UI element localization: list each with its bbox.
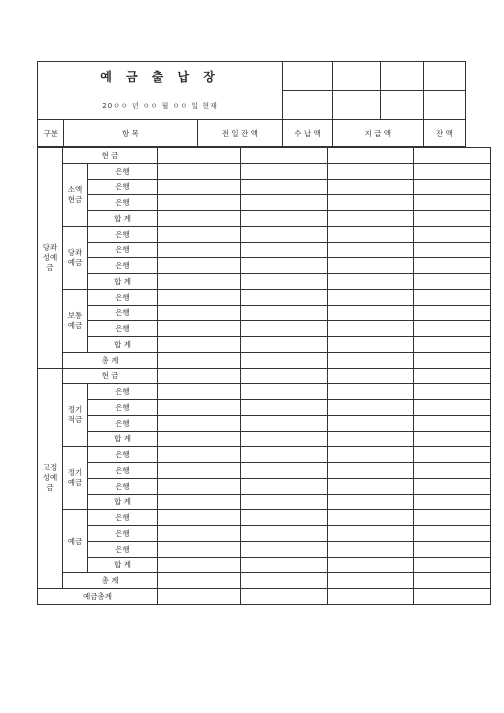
subtotal-label: 합 계 bbox=[88, 274, 158, 290]
amount-prev-balance[interactable] bbox=[158, 368, 241, 384]
table-row bbox=[38, 352, 491, 368]
table-row bbox=[38, 589, 491, 605]
amount-payments[interactable] bbox=[328, 274, 414, 290]
amount-prev-balance[interactable] bbox=[158, 463, 241, 479]
amount-payments[interactable] bbox=[328, 447, 414, 463]
bank-label: 은행 bbox=[88, 179, 158, 195]
deposit-ledger-sheet bbox=[37, 61, 466, 605]
amount-balance[interactable] bbox=[414, 258, 491, 274]
amount-receipts[interactable] bbox=[241, 305, 328, 321]
table-row bbox=[38, 274, 491, 290]
deposit-ledger-table bbox=[37, 61, 466, 147]
amount-receipts[interactable] bbox=[241, 400, 328, 416]
amount-payments[interactable] bbox=[328, 384, 414, 400]
amount-balance[interactable] bbox=[414, 447, 491, 463]
bank-label: 은행 bbox=[88, 242, 158, 258]
bank-label: 은행 bbox=[88, 447, 158, 463]
amount-balance[interactable] bbox=[414, 226, 491, 242]
table-row bbox=[38, 258, 491, 274]
amount-payments[interactable] bbox=[328, 148, 414, 164]
amount-prev-balance[interactable] bbox=[158, 431, 241, 447]
amount-balance[interactable] bbox=[414, 463, 491, 479]
amount-payments[interactable] bbox=[328, 305, 414, 321]
amount-payments[interactable] bbox=[328, 179, 414, 195]
subtotal-label: 합 계 bbox=[88, 337, 158, 353]
amount-receipts[interactable] bbox=[241, 258, 328, 274]
amount-payments[interactable] bbox=[328, 321, 414, 337]
bank-label: 은행 bbox=[88, 226, 158, 242]
bank-label: 은행 bbox=[88, 195, 158, 211]
amount-prev-balance[interactable] bbox=[158, 573, 241, 589]
bank-label: 은행 bbox=[88, 258, 158, 274]
bank-label: 은행 bbox=[88, 415, 158, 431]
col-payments: 지 급 액 bbox=[332, 120, 423, 147]
amount-receipts[interactable] bbox=[241, 447, 328, 463]
table-row bbox=[38, 494, 491, 510]
table-row bbox=[38, 242, 491, 258]
col-category: 구분 bbox=[38, 120, 64, 147]
amount-balance[interactable] bbox=[414, 573, 491, 589]
table-row bbox=[38, 289, 491, 305]
bank-label: 은행 bbox=[88, 384, 158, 400]
bank-label: 은행 bbox=[88, 400, 158, 416]
amount-payments[interactable] bbox=[328, 242, 414, 258]
amount-receipts[interactable] bbox=[241, 226, 328, 242]
col-item: 항 목 bbox=[64, 120, 197, 147]
bank-label: 은행 bbox=[88, 289, 158, 305]
approval-box-4 bbox=[423, 62, 465, 91]
approval-sign-2 bbox=[332, 91, 381, 120]
amount-receipts[interactable] bbox=[241, 211, 328, 227]
table-row bbox=[38, 384, 491, 400]
col-receipts: 수 납 액 bbox=[283, 120, 333, 147]
bank-label: 은행 bbox=[88, 163, 158, 179]
col-prev-balance: 전 일 잔 액 bbox=[197, 120, 283, 147]
amount-payments[interactable] bbox=[328, 400, 414, 416]
section-label: 당좌 성예 금 bbox=[38, 148, 63, 369]
bank-label: 은행 bbox=[88, 526, 158, 542]
amount-payments[interactable] bbox=[328, 352, 414, 368]
cash-label: 현 금 bbox=[63, 148, 158, 164]
table-row bbox=[38, 368, 491, 384]
subtotal-label: 합 계 bbox=[88, 494, 158, 510]
sub-group-label: 당좌 예금 bbox=[63, 226, 88, 289]
amount-payments[interactable] bbox=[328, 589, 414, 605]
table-row bbox=[38, 478, 491, 494]
approval-box-1 bbox=[283, 62, 333, 91]
amount-prev-balance[interactable] bbox=[158, 211, 241, 227]
section-label: 고정 성예 금 bbox=[38, 368, 63, 589]
amount-balance[interactable] bbox=[414, 431, 491, 447]
bank-label: 은행 bbox=[88, 305, 158, 321]
amount-receipts[interactable] bbox=[241, 384, 328, 400]
amount-receipts[interactable] bbox=[241, 589, 328, 605]
amount-payments[interactable] bbox=[328, 163, 414, 179]
ledger-date: 20ㅇㅇ 년 ㅇㅇ 월 ㅇㅇ 일 현재 bbox=[102, 102, 218, 110]
amount-receipts[interactable] bbox=[241, 352, 328, 368]
amount-prev-balance[interactable] bbox=[158, 226, 241, 242]
bank-label: 은행 bbox=[88, 510, 158, 526]
amount-prev-balance[interactable] bbox=[158, 242, 241, 258]
amount-receipts[interactable] bbox=[241, 163, 328, 179]
amount-balance[interactable] bbox=[414, 400, 491, 416]
table-row bbox=[38, 321, 491, 337]
amount-prev-balance[interactable] bbox=[158, 415, 241, 431]
table-row bbox=[38, 226, 491, 242]
approval-sign-1 bbox=[283, 91, 333, 120]
table-row bbox=[38, 526, 491, 542]
amount-balance[interactable] bbox=[414, 179, 491, 195]
sub-group-label: 정기 적금 bbox=[63, 384, 88, 447]
amount-payments[interactable] bbox=[328, 211, 414, 227]
table-row bbox=[38, 557, 491, 573]
amount-payments[interactable] bbox=[328, 289, 414, 305]
amount-balance[interactable] bbox=[414, 541, 491, 557]
sub-group-label: 정기 예금 bbox=[63, 447, 88, 510]
amount-payments[interactable] bbox=[328, 463, 414, 479]
amount-prev-balance[interactable] bbox=[158, 589, 241, 605]
amount-prev-balance[interactable] bbox=[158, 352, 241, 368]
amount-receipts[interactable] bbox=[241, 541, 328, 557]
amount-balance[interactable] bbox=[414, 526, 491, 542]
amount-prev-balance[interactable] bbox=[158, 305, 241, 321]
amount-balance[interactable] bbox=[414, 211, 491, 227]
amount-balance[interactable] bbox=[414, 289, 491, 305]
amount-balance[interactable] bbox=[414, 242, 491, 258]
title-block bbox=[38, 62, 283, 120]
table-row bbox=[38, 337, 491, 353]
amount-payments[interactable] bbox=[328, 478, 414, 494]
amount-receipts[interactable] bbox=[241, 510, 328, 526]
amount-receipts[interactable] bbox=[241, 337, 328, 353]
amount-payments[interactable] bbox=[328, 195, 414, 211]
amount-payments[interactable] bbox=[328, 541, 414, 557]
table-row bbox=[38, 179, 491, 195]
amount-balance[interactable] bbox=[414, 305, 491, 321]
table-row bbox=[38, 415, 491, 431]
amount-receipts[interactable] bbox=[241, 321, 328, 337]
amount-receipts[interactable] bbox=[241, 195, 328, 211]
amount-receipts[interactable] bbox=[241, 415, 328, 431]
approval-box-2 bbox=[332, 62, 381, 91]
grand-total-label: 예금총계 bbox=[38, 589, 158, 605]
amount-payments[interactable] bbox=[328, 557, 414, 573]
amount-payments[interactable] bbox=[328, 415, 414, 431]
table-row bbox=[38, 305, 491, 321]
bank-label: 은행 bbox=[88, 463, 158, 479]
amount-balance[interactable] bbox=[414, 557, 491, 573]
amount-prev-balance[interactable] bbox=[158, 557, 241, 573]
table-row bbox=[38, 573, 491, 589]
amount-balance[interactable] bbox=[414, 195, 491, 211]
amount-receipts[interactable] bbox=[241, 289, 328, 305]
amount-prev-balance[interactable] bbox=[158, 195, 241, 211]
subtotal-label: 합 계 bbox=[88, 557, 158, 573]
table-row bbox=[38, 510, 491, 526]
table-row bbox=[38, 211, 491, 227]
amount-prev-balance[interactable] bbox=[158, 510, 241, 526]
amount-prev-balance[interactable] bbox=[158, 258, 241, 274]
amount-balance[interactable] bbox=[414, 384, 491, 400]
amount-balance[interactable] bbox=[414, 148, 491, 164]
amount-prev-balance[interactable] bbox=[158, 148, 241, 164]
amount-prev-balance[interactable] bbox=[158, 384, 241, 400]
subtotal-label: 합 계 bbox=[88, 211, 158, 227]
approval-sign-4 bbox=[423, 91, 465, 120]
amount-payments[interactable] bbox=[328, 494, 414, 510]
amount-balance[interactable] bbox=[414, 321, 491, 337]
amount-prev-balance[interactable] bbox=[158, 400, 241, 416]
amount-prev-balance[interactable] bbox=[158, 321, 241, 337]
amount-prev-balance[interactable] bbox=[158, 494, 241, 510]
approval-sign-3 bbox=[381, 91, 423, 120]
approval-box-3 bbox=[381, 62, 423, 91]
total-label: 총 계 bbox=[63, 352, 158, 368]
cash-label: 현 금 bbox=[63, 368, 158, 384]
amount-receipts[interactable] bbox=[241, 573, 328, 589]
amount-balance[interactable] bbox=[414, 352, 491, 368]
amount-prev-balance[interactable] bbox=[158, 274, 241, 290]
amount-receipts[interactable] bbox=[241, 148, 328, 164]
amount-balance[interactable] bbox=[414, 478, 491, 494]
amount-receipts[interactable] bbox=[241, 431, 328, 447]
amount-prev-balance[interactable] bbox=[158, 447, 241, 463]
amount-payments[interactable] bbox=[328, 258, 414, 274]
table-row bbox=[38, 163, 491, 179]
sub-group-label: 소액 현금 bbox=[63, 163, 88, 226]
amount-balance[interactable] bbox=[414, 510, 491, 526]
amount-receipts[interactable] bbox=[241, 557, 328, 573]
amount-receipts[interactable] bbox=[241, 242, 328, 258]
amount-prev-balance[interactable] bbox=[158, 163, 241, 179]
amount-prev-balance[interactable] bbox=[158, 179, 241, 195]
amount-receipts[interactable] bbox=[241, 494, 328, 510]
amount-payments[interactable] bbox=[328, 526, 414, 542]
table-row bbox=[38, 541, 491, 557]
ledger-body bbox=[37, 147, 491, 605]
amount-payments[interactable] bbox=[328, 510, 414, 526]
table-row bbox=[38, 447, 491, 463]
amount-receipts[interactable] bbox=[241, 463, 328, 479]
amount-prev-balance[interactable] bbox=[158, 526, 241, 542]
amount-balance[interactable] bbox=[414, 274, 491, 290]
bank-label: 은행 bbox=[88, 478, 158, 494]
total-label: 총 계 bbox=[63, 573, 158, 589]
sub-group-label: 예금 bbox=[63, 510, 88, 573]
sub-group-label: 보통 예금 bbox=[63, 289, 88, 352]
table-row bbox=[38, 431, 491, 447]
table-row bbox=[38, 463, 491, 479]
amount-receipts[interactable] bbox=[241, 179, 328, 195]
amount-prev-balance[interactable] bbox=[158, 289, 241, 305]
amount-prev-balance[interactable] bbox=[158, 337, 241, 353]
subtotal-label: 합 계 bbox=[88, 431, 158, 447]
amount-payments[interactable] bbox=[328, 226, 414, 242]
table-row bbox=[38, 195, 491, 211]
amount-payments[interactable] bbox=[328, 368, 414, 384]
table-row bbox=[38, 400, 491, 416]
amount-balance[interactable] bbox=[414, 589, 491, 605]
amount-payments[interactable] bbox=[328, 431, 414, 447]
amount-balance[interactable] bbox=[414, 415, 491, 431]
amount-balance[interactable] bbox=[414, 368, 491, 384]
table-row bbox=[38, 148, 491, 164]
amount-payments[interactable] bbox=[328, 573, 414, 589]
bank-label: 은행 bbox=[88, 321, 158, 337]
bank-label: 은행 bbox=[88, 541, 158, 557]
amount-receipts[interactable] bbox=[241, 274, 328, 290]
amount-receipts[interactable] bbox=[241, 368, 328, 384]
col-balance: 잔 액 bbox=[423, 120, 465, 147]
amount-prev-balance[interactable] bbox=[158, 541, 241, 557]
amount-balance[interactable] bbox=[414, 163, 491, 179]
amount-payments[interactable] bbox=[328, 337, 414, 353]
amount-balance[interactable] bbox=[414, 337, 491, 353]
amount-receipts[interactable] bbox=[241, 526, 328, 542]
amount-receipts[interactable] bbox=[241, 478, 328, 494]
ledger-title: 예 금 출 납 장 bbox=[100, 70, 220, 84]
amount-balance[interactable] bbox=[414, 494, 491, 510]
amount-prev-balance[interactable] bbox=[158, 478, 241, 494]
